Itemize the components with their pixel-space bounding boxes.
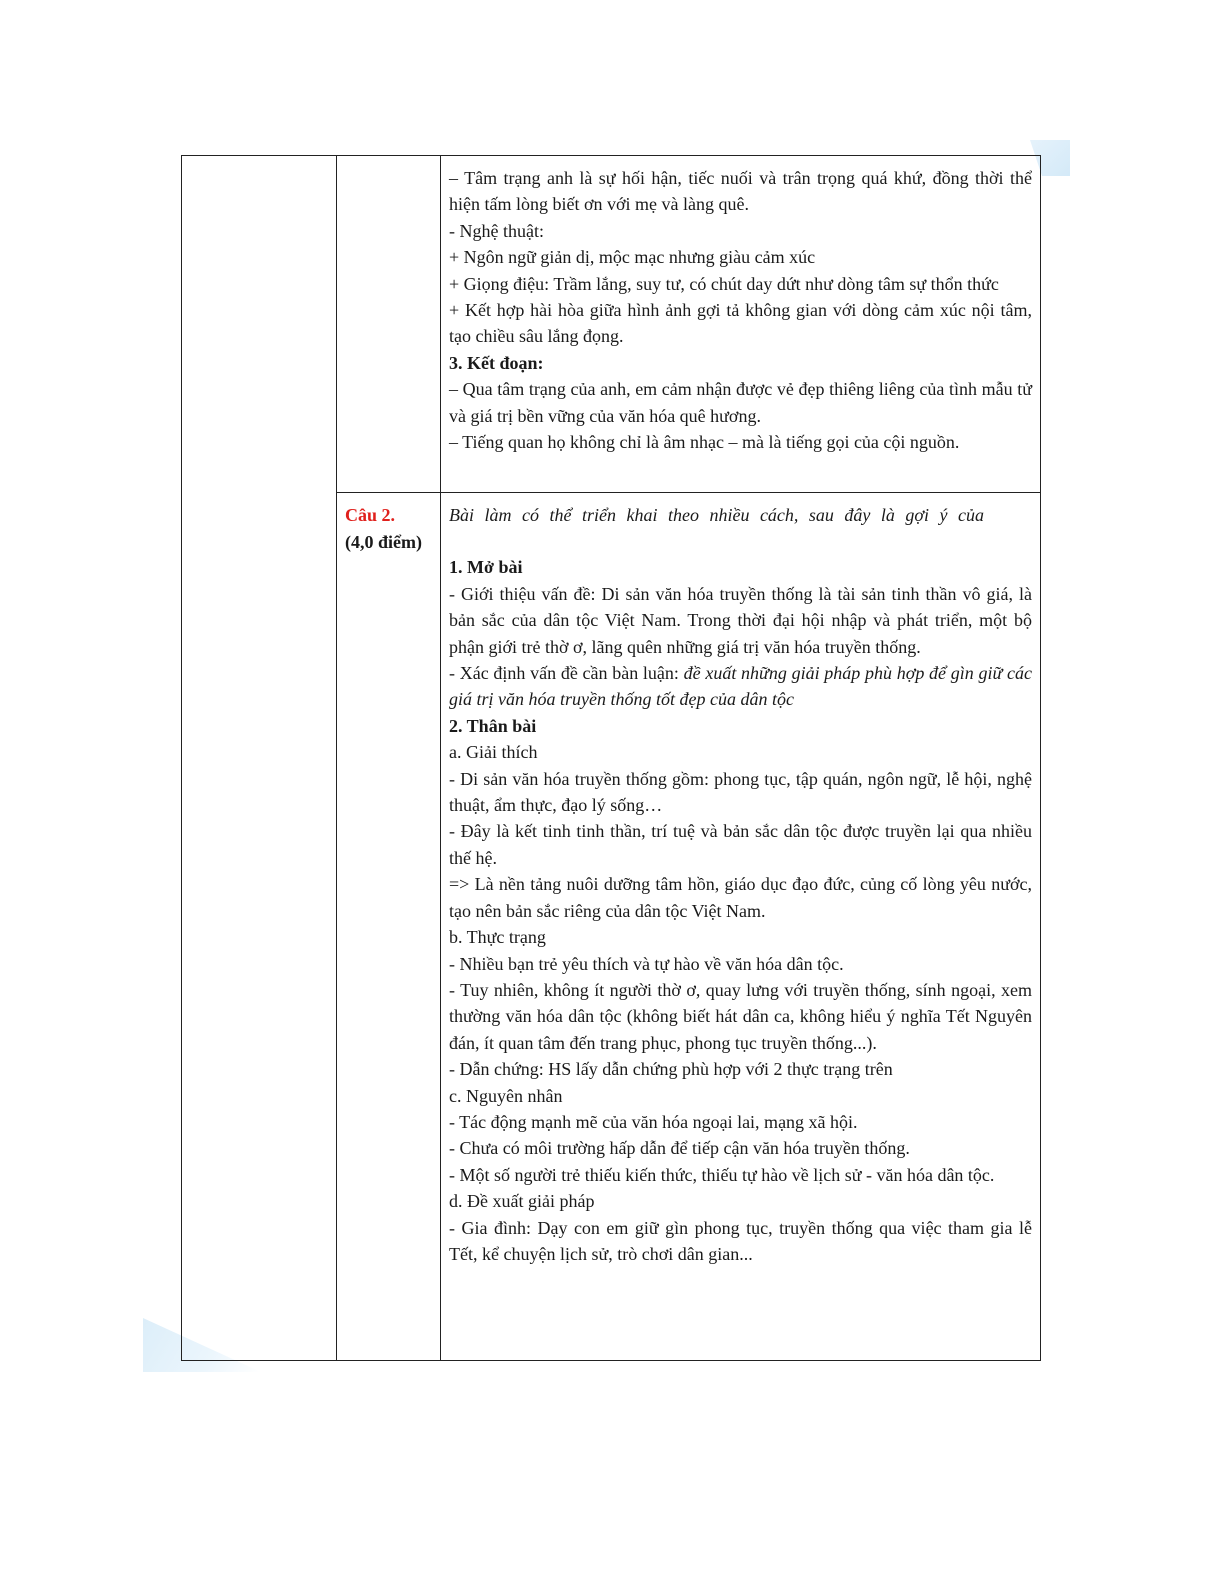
answer-cell <box>441 493 1041 1361</box>
answer-line: - Tuy nhiên, không ít người thờ ơ, quay lưng với truyền thống, sính ngoại, xem thường văn hóa dân tộc (không biết hát dân ca, không hiểu ý nghĩa Tết Nguyên đán, ít quan tâm đến trang phục, phong tục truyền thống...). <box>449 979 1032 1053</box>
section-cell <box>182 156 337 1361</box>
answer-line: – Qua tâm trạng của anh, em cảm nhận được vẻ đẹp thiêng liêng của tình mẫu tử và giá trị bền vững của văn hóa quê hương. <box>449 379 1032 426</box>
answer-content <box>441 493 1040 1267</box>
answer-line: - Nhiều bạn trẻ yêu thích và tự hào về văn hóa dân tộc. <box>449 953 844 974</box>
question-cell <box>337 493 441 1361</box>
answer-line: a. Giải thích <box>449 742 538 763</box>
answer-line: - Nghệ thuật: <box>449 220 544 241</box>
answer-line: - Di sản văn hóa truyền thống gồm: phong tục, tập quán, ngôn ngữ, lễ hội, nghệ thuật, ẩm thực, đạo lý sống… <box>449 768 1032 816</box>
section-heading: 1. Mở bài <box>449 557 523 578</box>
table-row <box>182 156 1041 493</box>
section-heading: 3. Kết đoạn: <box>449 352 544 373</box>
answer-line: – Tiếng quan họ không chỉ là âm nhạc – mà là tiếng gọi của cội nguồn. <box>449 432 960 453</box>
answer-line: - Chưa có môi trường hấp dẫn để tiếp cận văn hóa truyền thống. <box>449 1138 910 1159</box>
answer-line <box>449 660 1032 713</box>
answer-line: d. Đề xuất giải pháp <box>449 1191 595 1212</box>
issue-text: đề xuất những giải pháp phù hợp để gìn giữ các giá trị văn hóa truyền thống tốt đẹp của dân tộc <box>449 663 1032 710</box>
answer-intro: Bài làm có thể triển khai theo nhiều cách, sau đây là gợi ý của <box>449 505 985 525</box>
answer-line: + Kết hợp hài hòa giữa hình ảnh gợi tả không gian với dòng cảm xúc nội tâm, tạo chiều sâu lắng đọng. <box>449 300 1032 347</box>
answer-line: - Dẫn chứng: HS lấy dẫn chứng phù hợp với 2 thực trạng trên <box>449 1059 893 1080</box>
answer-line: - Tác động mạnh mẽ của văn hóa ngoại lai, mạng xã hội. <box>449 1111 858 1132</box>
section-heading: 2. Thân bài <box>449 715 537 736</box>
issue-prefix: - Xác định vấn đề cần bàn luận: <box>449 663 684 684</box>
answer-cell <box>441 156 1041 493</box>
answer-line: c. Nguyên nhân <box>449 1085 563 1106</box>
answer-line: + Ngôn ngữ giản dị, mộc mạc nhưng giàu cảm xúc <box>449 247 816 268</box>
answer-line: b. Thực trạng <box>449 927 546 948</box>
answer-line: - Một số người trẻ thiếu kiến thức, thiếu tự hào về lịch sử - văn hóa dân tộc. <box>449 1164 995 1185</box>
question-points: (4,0 điểm) <box>345 532 422 552</box>
answer-table <box>181 155 1041 1361</box>
answer-line: - Gia đình: Dạy con em giữ gìn phong tục, truyền thống qua việc tham gia lễ Tết, kể chuyện lịch sử, trò chơi dân gian... <box>449 1217 1032 1264</box>
answer-line: – Tâm trạng anh là sự hối hận, tiếc nuối và trân trọng quá khứ, đồng thời thể hiện tấm lòng biết ơn với mẹ và làng quê. <box>449 168 1032 215</box>
question-cell <box>337 156 441 493</box>
answer-line: - Giới thiệu vấn đề: Di sản văn hóa truyền thống là tài sản tinh thần vô giá, là bản sắc của dân tộc Việt Nam. Trong thời đại hội nhập và phát triển, một bộ phận giới trẻ thờ ơ, lãng quên những giá trị văn hóa truyền thống. <box>449 583 1032 657</box>
answer-line: - Đây là kết tinh tinh thần, trí tuệ và bản sắc dân tộc được truyền lại qua nhiều thế hệ. <box>449 821 1032 868</box>
answer-line: + Giọng điệu: Trầm lắng, suy tư, có chút day dứt như dòng tâm sự thổn thức <box>449 273 999 294</box>
answer-content <box>441 156 1040 455</box>
question-label: Câu 2. <box>345 505 396 525</box>
answer-line: => Là nền tảng nuôi dưỡng tâm hồn, giáo dục đạo đức, củng cố lòng yêu nước, tạo nên bản sắc riêng của dân tộc Việt Nam. <box>449 874 1032 921</box>
